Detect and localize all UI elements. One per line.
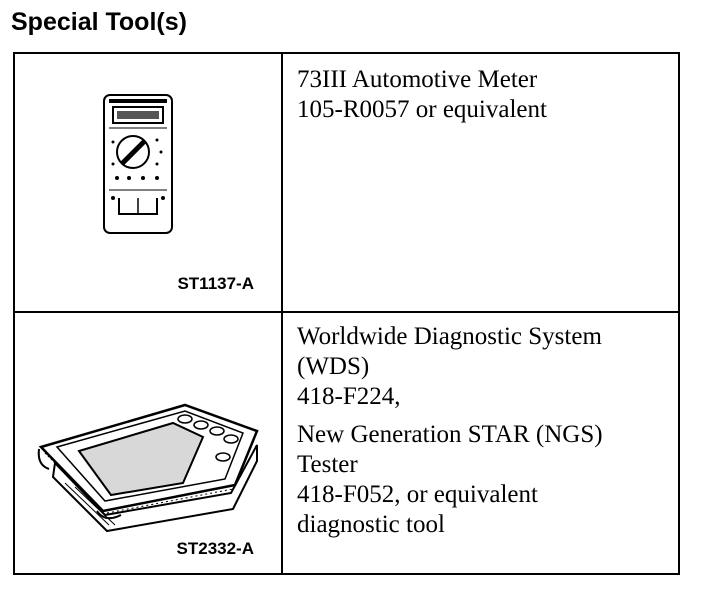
description-line: Tester [297, 451, 358, 478]
multimeter-illustration [103, 94, 173, 234]
tool-code: ST1137-A [177, 274, 254, 293]
description-line: (WDS) [297, 353, 370, 380]
diagnostic-tester-illustration [35, 365, 267, 535]
description-line: 105-R0057 or equivalent [297, 96, 547, 123]
tool-description [283, 313, 678, 573]
special-tools-table [13, 52, 680, 575]
tool-code: ST2332-A [176, 539, 254, 558]
description-line: diagnostic tool [297, 511, 445, 538]
tool-image-cell [15, 313, 283, 573]
description-line: 418-F052, or equivalent [297, 481, 538, 508]
description-line: 73III Automotive Meter [297, 66, 538, 93]
tool-row-meter [15, 54, 678, 313]
description-line: 418-F224, [297, 383, 401, 410]
tool-row-tester [15, 313, 678, 573]
description-line: New Generation STAR (NGS) [297, 421, 603, 448]
tool-image-cell [15, 54, 283, 311]
tool-description [283, 54, 678, 311]
description-line: Worldwide Diagnostic System [297, 323, 602, 350]
section-heading: Special Tool(s) [11, 8, 187, 36]
